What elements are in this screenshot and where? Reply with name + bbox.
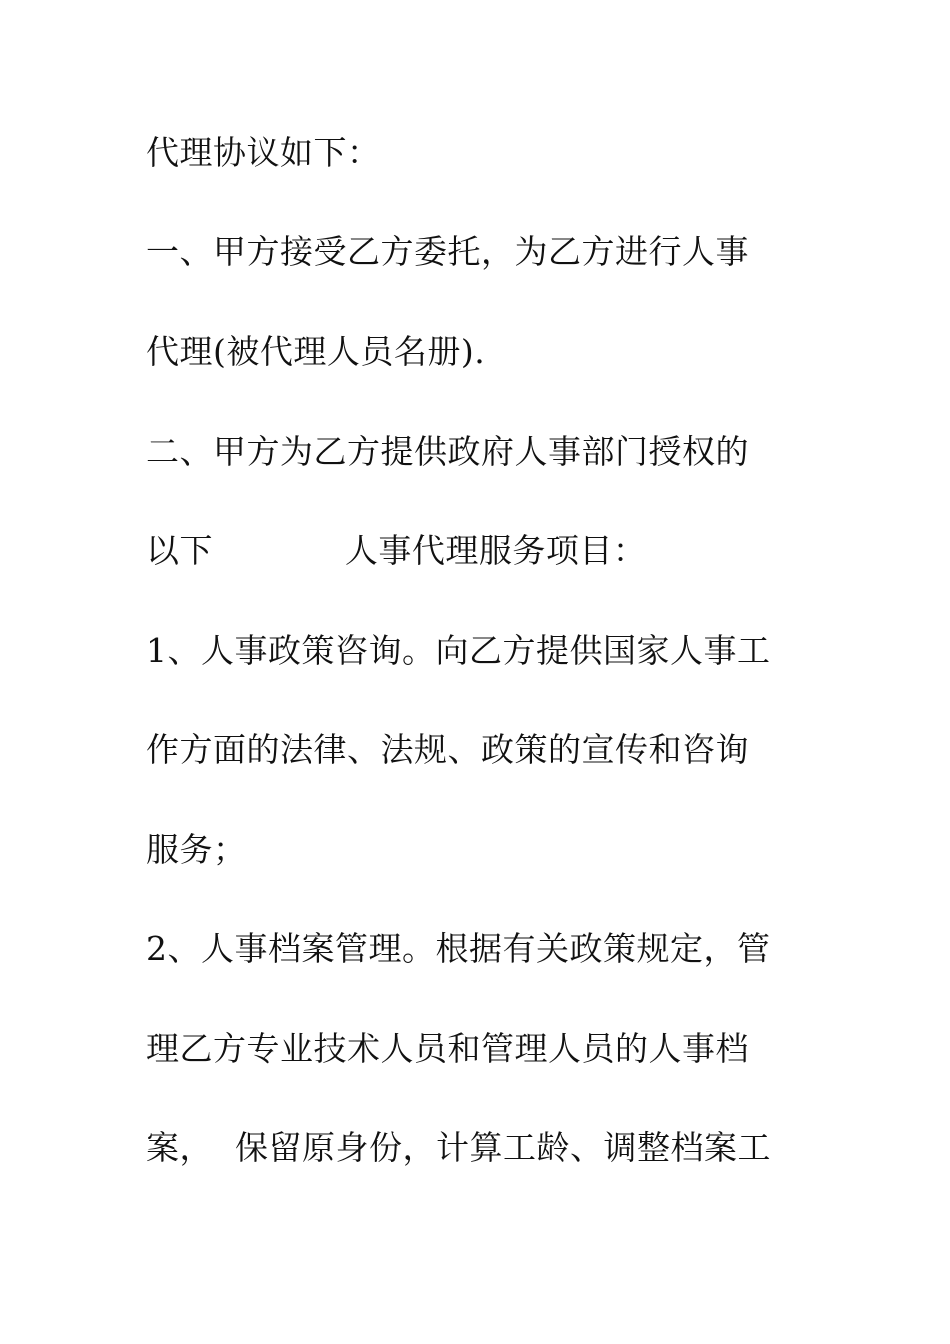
text-line: 理乙方专业技术人员和管理人员的人事档 bbox=[146, 1029, 749, 1068]
text-line: 案， 保留原身份，计算工龄、调整档案工 bbox=[146, 1128, 771, 1167]
text-line: 二、甲方为乙方提供政府人事部门授权的 bbox=[146, 432, 749, 471]
text-line: 代理协议如下： bbox=[146, 133, 381, 172]
text-line: 服务； bbox=[146, 830, 247, 869]
text-line: 代理(被代理人员名册). bbox=[146, 332, 486, 371]
text-line: 以下 人事代理服务项目： bbox=[146, 531, 647, 570]
text-line: 一、甲方接受乙方委托，为乙方进行人事 bbox=[146, 232, 749, 271]
text-line: 作方面的法律、法规、政策的宣传和咨询 bbox=[146, 730, 749, 769]
text-line: 1、人事政策咨询。向乙方提供国家人事工 bbox=[146, 631, 771, 670]
text-line: 2、人事档案管理。根据有关政策规定，管 bbox=[146, 929, 771, 968]
